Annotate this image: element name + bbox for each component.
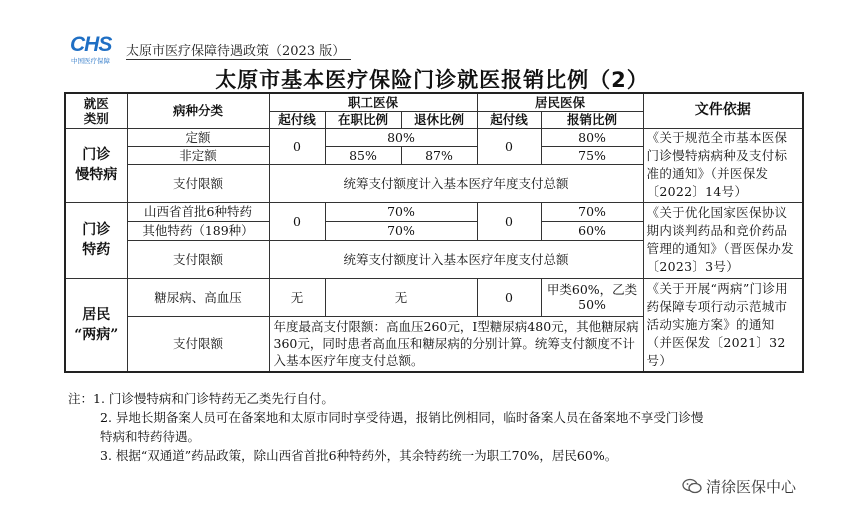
table-cell: 甲类60%，乙类50% (541, 278, 643, 316)
table-cell: 山西省首批6种特药 (127, 202, 269, 221)
section-special-drug-label: 门诊 特药 (65, 202, 127, 278)
note-2-continued: 特病和特药待遇。 (100, 429, 201, 444)
table-cell: 0 (269, 202, 325, 240)
header-resident-deductible: 起付线 (477, 111, 541, 128)
file-basis-two-diseases: 《关于开展“两病”门诊用药保障专项行动示范城市活动实施方案》的通知（并医保发〔2021〕32号） (643, 278, 803, 372)
table-cell: 0 (269, 128, 325, 164)
header-worker-retired-ratio: 退休比例 (401, 111, 477, 128)
watermark (682, 476, 796, 498)
table-cell: 0 (477, 278, 541, 316)
table-cell: 年度最高支付限额：高血压260元，I型糖尿病480元，其他糖尿病360元，同时患者高血压和糖尿病的分别计算。统筹支付额度不计入基本医疗年度支付总额。 (269, 316, 643, 372)
table-cell: 80% (325, 128, 477, 146)
logo-mark: CHS (70, 33, 112, 56)
table-cell: 支付限额 (127, 240, 269, 278)
document-header (70, 34, 370, 66)
note-1: 注：1. 门诊慢特病和门诊特药无乙类先行自付。 (68, 391, 334, 406)
table-cell: 定额 (127, 128, 269, 146)
chs-logo (70, 34, 120, 64)
page-title: 太原市基本医疗保险门诊就医报销比例（2） (215, 68, 649, 92)
table-cell: 60% (541, 221, 643, 240)
table-cell: 无 (269, 278, 325, 316)
table-cell: 统筹支付额度计入基本医疗年度支付总额 (269, 240, 643, 278)
header-file-basis: 文件依据 (643, 93, 803, 128)
note-2: 2. 异地长期备案人员可在备案地和太原市同时享受待遇，报销比例相同，临时备案人员在备案地不享受门诊慢 (100, 410, 704, 425)
header-disease: 病种分类 (127, 93, 269, 128)
table-cell: 支付限额 (127, 316, 269, 372)
reimbursement-table (64, 92, 804, 373)
table-cell: 70% (325, 221, 477, 240)
table-cell: 0 (477, 128, 541, 164)
section-two-diseases-label: 居民 “两病” (65, 278, 127, 372)
table-cell: 支付限额 (127, 164, 269, 202)
table-cell: 70% (541, 202, 643, 221)
table-cell: 85% (325, 146, 401, 164)
notes (68, 389, 808, 465)
table-cell: 其他特药（189种） (127, 221, 269, 240)
table-cell: 75% (541, 146, 643, 164)
table-cell: 87% (401, 146, 477, 164)
table-cell: 糖尿病、高血压 (127, 278, 269, 316)
table-cell: 无 (325, 278, 477, 316)
header-resident-ratio: 报销比例 (541, 111, 643, 128)
watermark-text: 清徐医保中心 (706, 478, 797, 496)
file-basis-chronic: 《关于规范全市基本医保门诊慢特病病种及支付标准的通知》（并医保发〔2022〕14号） (643, 128, 803, 202)
section-chronic-label: 门诊 慢特病 (65, 128, 127, 202)
table-cell: 0 (477, 202, 541, 240)
header-title: 太原市医疗保障待遇政策（2023 版） (126, 40, 351, 60)
logo-subtitle: 中国医疗保障 (71, 58, 110, 65)
table-cell: 统筹支付额度计入基本医疗年度支付总额 (269, 164, 643, 202)
header-worker-insurance: 职工医保 (269, 93, 477, 111)
file-basis-special-drug: 《关于优化国家医保协议期内谈判药品和竞价药品管理的通知》（晋医保办发〔2023〕3号） (643, 202, 803, 278)
table-cell: 70% (325, 202, 477, 221)
wechat-icon (682, 478, 702, 498)
header-category: 就医 类别 (65, 93, 127, 128)
header-worker-deductible: 起付线 (269, 111, 325, 128)
header-worker-active-ratio: 在职比例 (325, 111, 401, 128)
table-cell: 80% (541, 128, 643, 146)
note-3: 3. 根据“双通道”药品政策，除山西省首批6种特药外，其余特药统一为职工70%，居民60%。 (100, 448, 618, 463)
table-cell: 非定额 (127, 146, 269, 164)
header-resident-insurance: 居民医保 (477, 93, 643, 111)
